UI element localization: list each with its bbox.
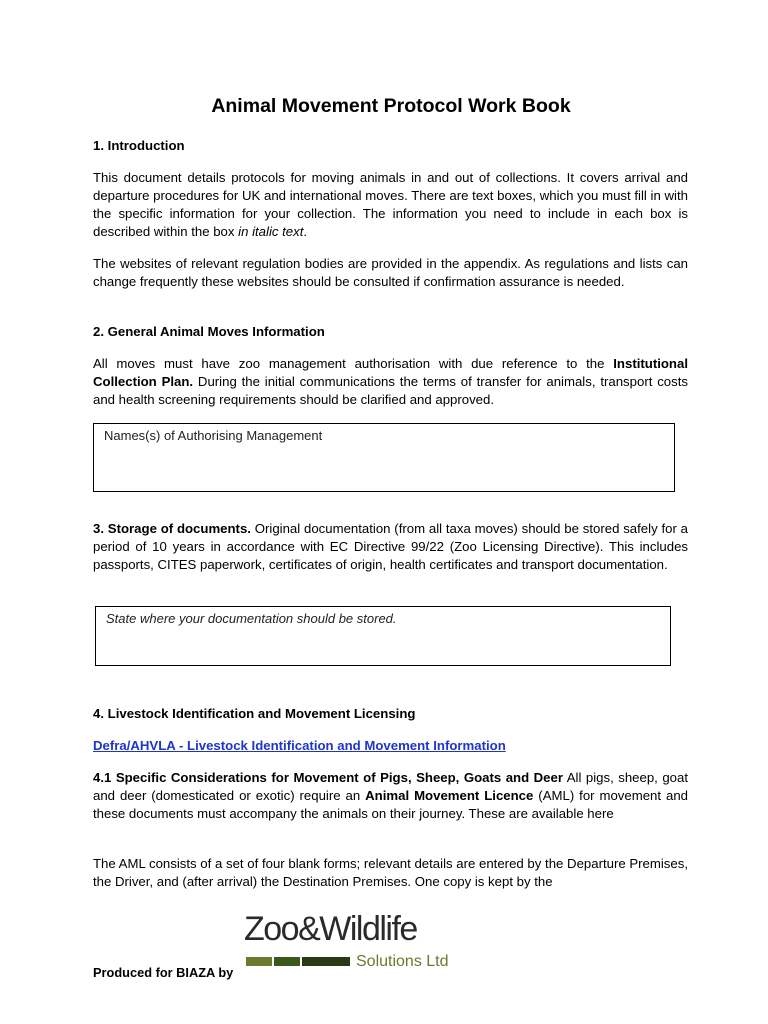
intro-italic-text: in italic text	[238, 224, 304, 239]
section-1-paragraph-2: The websites of relevant regulation bodies are provided in the appendix. As regulations and lists can change frequently these websites should be consulted if confirmation assurance is needed.	[93, 256, 688, 289]
logo-line-2: Solutions Ltd	[356, 953, 449, 970]
section-3-text: Original documentation (from all taxa moves) should be stored safely for a period of 10 years in accordance with EC Directive 99/22 (Zoo Licensing Directive). This includes passports, CITES paperwork, certificates of origin, health certificates and transport documentation.	[93, 521, 688, 572]
section-2-heading: 2. General Animal Moves Information	[93, 324, 325, 339]
authorising-management-input-box[interactable]	[93, 423, 675, 492]
section-2-text-b: During the initial communications the terms of transfer for animals, transport costs and health screening requirements should be clarified and approved.	[93, 374, 688, 407]
section-3-paragraph	[93, 520, 688, 574]
section-2-paragraph	[93, 355, 688, 409]
logo-bar-1	[246, 957, 272, 966]
section-4-1-heading: 4.1 Specific Considerations for Movement of Pigs, Sheep, Goats and Deer	[93, 770, 563, 785]
page-title: Animal Movement Protocol Work Book	[211, 95, 571, 117]
intro-text-end: .	[303, 224, 308, 239]
logo-line-1: Zoo&Wildlife	[244, 910, 417, 948]
section-4-heading: 4. Livestock Identification and Movement Licensing	[93, 706, 416, 721]
section-3-heading: 3. Storage of documents.	[93, 521, 251, 536]
aml-paragraph: The AML consists of a set of four blank forms; relevant details are entered by the Departure Premises, the Driver, and (after arrival) the Destination Premises. One copy is kept by the	[93, 856, 688, 889]
institutional-collection-plan: Institutional Collection Plan.	[93, 356, 688, 389]
section-4-1-text-b: (AML) for movement and these documents must accompany the animals on their journey. These are available here	[93, 788, 689, 821]
animal-movement-licence: Animal Movement Licence	[365, 788, 534, 803]
produced-for-text: Produced for BIAZA by	[93, 965, 234, 980]
section-1-paragraph-1	[93, 169, 688, 241]
intro-text: This document details protocols for moving animals in and out of collections. It covers arrival and departure procedures for UK and international moves. There are text boxes, which you must fill in with the specific information for your collection. The information you need to include in each box is described within the box	[93, 170, 688, 239]
section-1-heading: 1. Introduction	[93, 138, 185, 153]
section-4-1-text-a: All pigs, sheep, goat and deer (domesticated or exotic) require an	[93, 770, 688, 803]
defra-ahvla-link[interactable]: Defra/AHVLA - Livestock Identification and Movement Information	[93, 738, 506, 753]
logo-bar-2	[274, 957, 300, 966]
documentation-storage-label: State where your documentation should be stored.	[106, 611, 397, 626]
documentation-storage-input-box[interactable]	[95, 606, 671, 666]
authorising-management-label: Names(s) of Authorising Management	[104, 428, 323, 443]
zoo-wildlife-logo	[244, 908, 454, 970]
section-2-text-a: All moves must have zoo management authorisation with due reference to the	[93, 356, 614, 371]
logo-bar-3	[302, 957, 350, 966]
defra-link-container	[93, 737, 688, 755]
section-4-1-paragraph	[93, 769, 688, 823]
